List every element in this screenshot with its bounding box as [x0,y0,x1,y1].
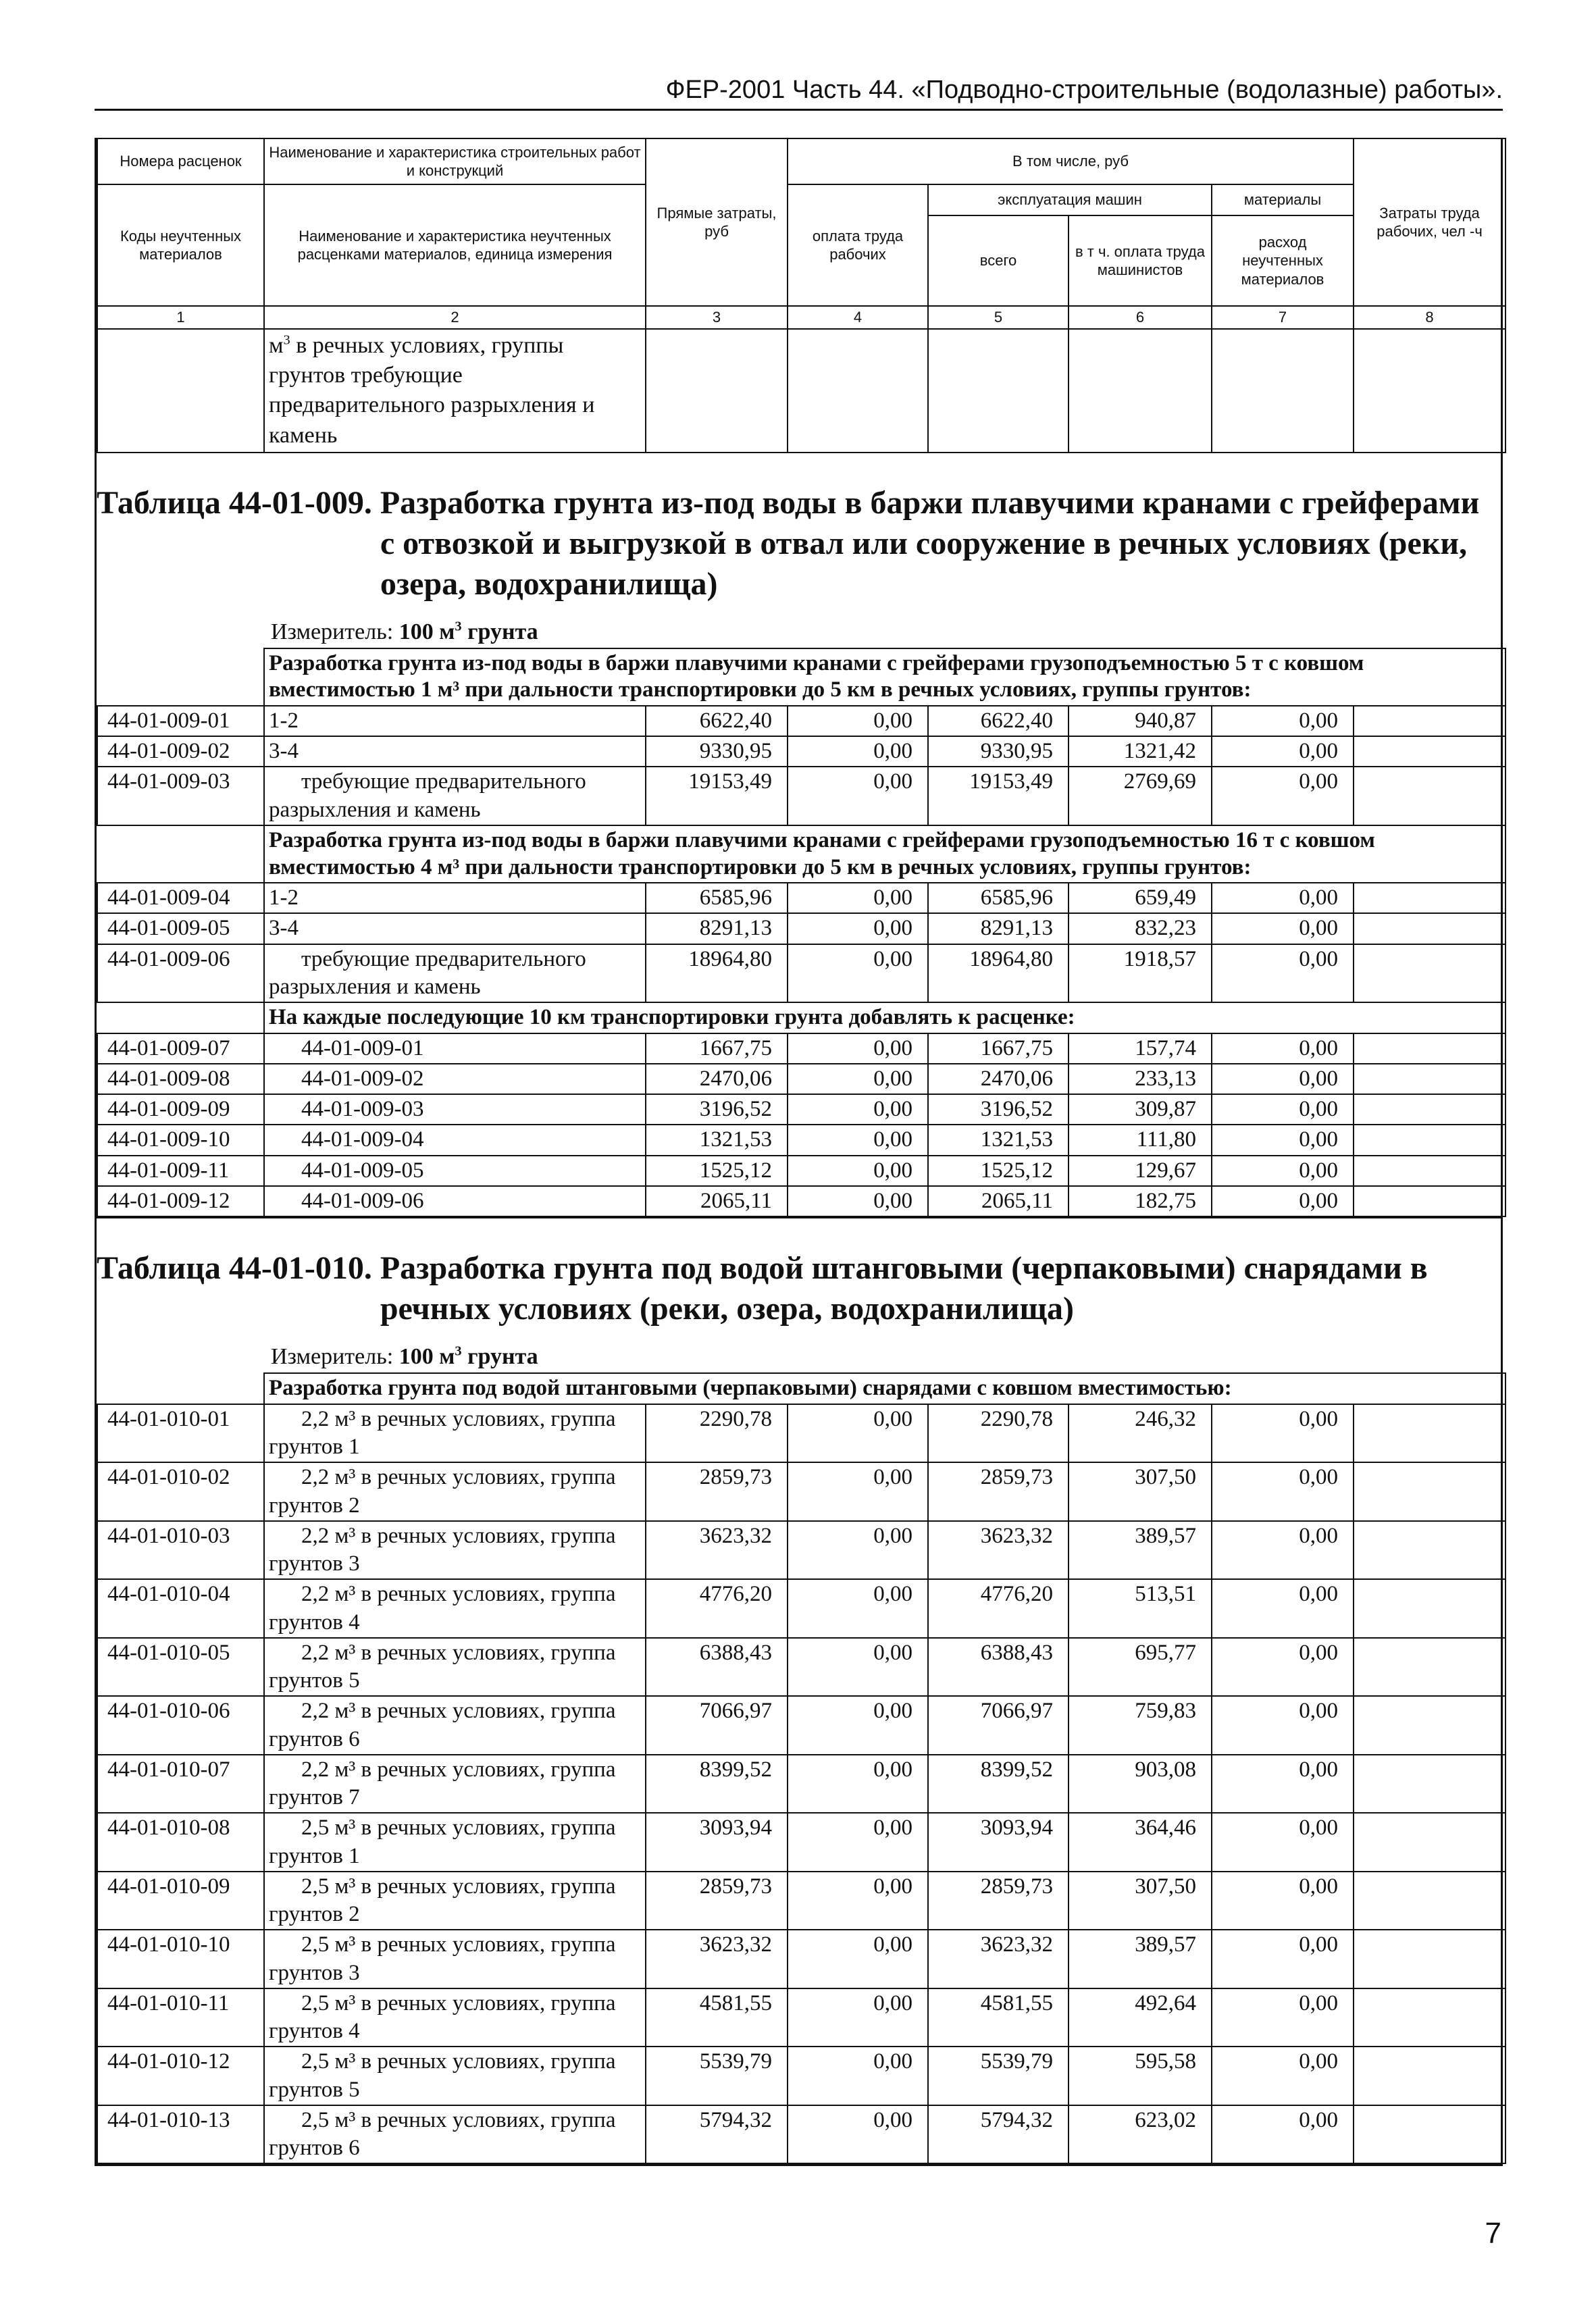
materials: 0,00 [1212,2047,1354,2105]
direct-costs: 3196,52 [646,1094,788,1125]
machines-total: 2859,73 [928,1462,1069,1521]
wages: 0,00 [788,883,928,913]
rate-code: 44-01-009-03 [97,767,264,825]
header-machines-total: всего [928,215,1069,306]
machinist-wages: 903,08 [1069,1755,1212,1814]
header-direct-costs: Прямые затраты, руб [646,138,788,306]
direct-costs: 2859,73 [646,1872,788,1930]
table-row [97,1404,1505,1463]
labor-costs [1354,2047,1505,2105]
rate-code: 44-01-010-01 [97,1404,264,1463]
group-heading-row [97,648,1505,706]
header-work-name: Наименование и характеристика строительных работ и конструкций [264,138,646,184]
materials: 0,00 [1212,1125,1354,1155]
labor-costs [1354,1638,1505,1697]
direct-costs: 3623,32 [646,1930,788,1988]
machinist-wages: 2769,69 [1069,767,1212,825]
direct-costs: 4776,20 [646,1579,788,1638]
work-name: требующие предварительного разрыхления и камень [264,944,646,1003]
machines-total: 6622,40 [928,706,1069,736]
wages: 0,00 [788,913,928,944]
rate-code: 44-01-009-06 [97,944,264,1003]
header-material-use: расход неучтенных материалов [1212,215,1354,306]
machines-total: 8291,13 [928,913,1069,944]
materials: 0,00 [1212,1156,1354,1186]
header-including: В том числе, руб [788,138,1354,184]
table-row [97,706,1505,736]
rate-code: 44-01-009-08 [97,1064,264,1094]
direct-costs: 2290,78 [646,1404,788,1463]
work-name: 2,2 м³ в речных условиях, группа грунтов 5 [264,1638,646,1697]
wages: 0,00 [788,706,928,736]
table-row [97,1156,1505,1186]
work-name: 2,5 м³ в речных условиях, группа грунтов 1 [264,1813,646,1872]
wages: 0,00 [788,1033,928,1064]
machinist-wages: 695,77 [1069,1638,1212,1697]
direct-costs: 6585,96 [646,883,788,913]
direct-costs: 2065,11 [646,1186,788,1216]
rate-code: 44-01-009-09 [97,1094,264,1125]
direct-costs: 6622,40 [646,706,788,736]
materials: 0,00 [1212,913,1354,944]
page-header: ФЕР-2001 Часть 44. «Подводно-строительные (водолазные) работы». [95,76,1503,111]
col-number: 7 [1212,306,1354,329]
wages: 0,00 [788,2105,928,2164]
rate-code: 44-01-009-04 [97,883,264,913]
machinist-wages: 307,50 [1069,1872,1212,1930]
wages: 0,00 [788,1755,928,1814]
rate-code: 44-01-010-10 [97,1930,264,1988]
rate-code: 44-01-010-08 [97,1813,264,1872]
section-title [97,1248,1501,1329]
labor-costs [1354,913,1505,944]
labor-costs [1354,883,1505,913]
table-row [97,1064,1505,1094]
work-name: 44-01-009-03 [264,1094,646,1125]
meter: Измеритель: 100 $м^3$ грунта [271,619,538,644]
labor-costs [1354,1404,1505,1463]
labor-costs [1354,1186,1505,1216]
labor-costs [1354,1033,1505,1064]
direct-costs: 4581,55 [646,1988,788,2047]
col-number: 1 [97,306,264,329]
machines-total: 6388,43 [928,1638,1069,1697]
work-name: 44-01-009-02 [264,1064,646,1094]
machines-total: 7066,97 [928,1696,1069,1755]
table-row [97,913,1505,944]
table-44-01-009-section [97,483,1501,1217]
wages: 0,00 [788,1638,928,1697]
wages: 0,00 [788,736,928,767]
work-name: 1-2 [264,706,646,736]
table-title: Разработка грунта под водой штанговыми (черпаковыми) снарядами в речных условиях (реки, озера, водохранилища) [380,1250,1428,1327]
machinist-wages: 389,57 [1069,1521,1212,1580]
wages: 0,00 [788,1988,928,2047]
machines-total: 19153,49 [928,767,1069,825]
work-name: 2,5 м³ в речных условиях, группа грунтов 2 [264,1872,646,1930]
direct-costs: 1667,75 [646,1033,788,1064]
work-name: 1-2 [264,883,646,913]
rate-code: 44-01-010-02 [97,1462,264,1521]
work-name: 3-4 [264,913,646,944]
wages: 0,00 [788,2047,928,2105]
table-row [97,767,1505,825]
group-heading: Разработка грунта под водой штанговыми (черпаковыми) снарядами с ковшом вместимостью: [264,1373,1505,1404]
materials: 0,00 [1212,1638,1354,1697]
col-number: 5 [928,306,1069,329]
table-row [97,883,1505,913]
table-row [97,1755,1505,1814]
rate-code: 44-01-010-03 [97,1521,264,1580]
col-number: 4 [788,306,928,329]
rate-code: 44-01-009-07 [97,1033,264,1064]
table-row [97,1579,1505,1638]
machines-total: 3093,94 [928,1813,1069,1872]
rate-code: 44-01-009-05 [97,913,264,944]
table-row [97,1033,1505,1064]
group-heading: Разработка грунта из-под воды в баржи плавучими кранами с грейферами грузоподъемностью 16 т с ковшом вместимостью 4 м³ при дальности транспортировки до 5 км в речных условиях, группы грунтов: [264,825,1505,883]
machines-total: 6585,96 [928,883,1069,913]
machines-total: 1525,12 [928,1156,1069,1186]
labor-costs [1354,1064,1505,1094]
meter: Измеритель: 100 $м^3$ грунта [271,1343,538,1370]
table-row [97,1125,1505,1155]
materials: 0,00 [1212,1813,1354,1872]
column-header-table [97,138,1506,453]
table-row [97,1930,1505,1988]
materials: 0,00 [1212,1521,1354,1580]
labor-costs [1354,706,1505,736]
machines-total: 3196,52 [928,1094,1069,1125]
table-row [97,1872,1505,1930]
document-body [95,138,1503,2166]
machines-total: 4581,55 [928,1988,1069,2047]
header-material-name: Наименование и характеристика неучтенных расценками материалов, единица измерения [264,184,646,306]
rate-code: 44-01-010-05 [97,1638,264,1697]
rate-code: 44-01-009-11 [97,1156,264,1186]
wages: 0,00 [788,1813,928,1872]
group-heading: Разработка грунта из-под воды в баржи плавучими кранами с грейферами грузоподъемностью 5 т с ковшом вместимостью 1 м³ при дальности транспортировки до 5 км в речных условиях, группы грунтов: [264,648,1505,706]
labor-costs [1354,944,1505,1003]
header-materials: материалы [1212,184,1354,215]
table-code: Таблица 44-01-009. [97,484,372,521]
header-wages: оплата труда рабочих [788,184,928,306]
machinist-wages: 513,51 [1069,1579,1212,1638]
rate-code: 44-01-010-12 [97,2047,264,2105]
wages: 0,00 [788,1094,928,1125]
direct-costs: 5539,79 [646,2047,788,2105]
labor-costs [1354,2105,1505,2164]
direct-costs: 2859,73 [646,1462,788,1521]
machinist-wages: 659,49 [1069,883,1212,913]
materials: 0,00 [1212,1404,1354,1463]
materials: 0,00 [1212,1988,1354,2047]
rate-code: 44-01-010-11 [97,1988,264,2047]
work-name: 2,2 м³ в речных условиях, группа грунтов 4 [264,1579,646,1638]
work-name: 2,2 м³ в речных условиях, группа грунтов 1 [264,1404,646,1463]
work-name: 44-01-009-06 [264,1186,646,1216]
page-number: 7 [1485,2217,1501,2250]
machinist-wages: 623,02 [1069,2105,1212,2164]
wages: 0,00 [788,1872,928,1930]
direct-costs: 2470,06 [646,1064,788,1094]
direct-costs: 8399,52 [646,1755,788,1814]
direct-costs: 1525,12 [646,1156,788,1186]
work-name: 2,5 м³ в речных условиях, группа грунтов 5 [264,2047,646,2105]
materials: 0,00 [1212,1872,1354,1930]
direct-costs: 9330,95 [646,736,788,767]
machines-total: 3623,32 [928,1930,1069,1988]
rate-code: 44-01-009-02 [97,736,264,767]
table-row [97,1696,1505,1755]
table-row [97,2047,1505,2105]
header-rate-numbers: Номера расценок [97,138,264,184]
table-row [97,1186,1505,1216]
direct-costs: 7066,97 [646,1696,788,1755]
rate-code: 44-01-010-07 [97,1755,264,1814]
rate-code: 44-01-009-12 [97,1186,264,1216]
labor-costs [1354,736,1505,767]
machines-total: 3623,32 [928,1521,1069,1580]
wages: 0,00 [788,944,928,1003]
group-heading-row [97,1002,1505,1033]
machines-total: 2470,06 [928,1064,1069,1094]
labor-costs [1354,767,1505,825]
materials: 0,00 [1212,944,1354,1003]
machinist-wages: 182,75 [1069,1186,1212,1216]
machines-total: 5794,32 [928,2105,1069,2164]
table-row [97,944,1505,1003]
machinist-wages: 759,83 [1069,1696,1212,1755]
rate-code: 44-01-010-04 [97,1579,264,1638]
machines-total: 8399,52 [928,1755,1069,1814]
wages: 0,00 [788,1462,928,1521]
labor-costs [1354,1462,1505,1521]
machinist-wages: 389,57 [1069,1930,1212,1988]
header-labor-costs: Затраты труда рабочих, чел -ч [1354,138,1505,306]
materials: 0,00 [1212,736,1354,767]
wages: 0,00 [788,1696,928,1755]
rate-code: 44-01-010-09 [97,1872,264,1930]
wages: 0,00 [788,1579,928,1638]
table-code: Таблица 44-01-010. [97,1250,372,1287]
direct-costs: 18964,80 [646,944,788,1003]
work-name: 2,5 м³ в речных условиях, группа грунтов 3 [264,1930,646,1988]
machinist-wages: 492,64 [1069,1988,1212,2047]
materials: 0,00 [1212,1462,1354,1521]
rate-code: 44-01-009-01 [97,706,264,736]
wages: 0,00 [788,767,928,825]
machinist-wages: 364,46 [1069,1813,1212,1872]
table-44-01-010-section [97,1217,1501,2164]
rates-table-009 [97,648,1506,1217]
materials: 0,00 [1212,706,1354,736]
labor-costs [1354,1579,1505,1638]
group-heading: На каждые последующие 10 км транспортировки грунта добавлять к расценке: [264,1002,1505,1033]
labor-costs [1354,1988,1505,2047]
work-name: 2,5 м³ в речных условиях, группа грунтов 6 [264,2105,646,2164]
labor-costs [1354,1755,1505,1814]
section-title [97,483,1501,605]
work-name: требующие предварительного разрыхления и камень [264,767,646,825]
machinist-wages: 111,80 [1069,1125,1212,1155]
machinist-wages: 832,23 [1069,913,1212,944]
wages: 0,00 [788,1156,928,1186]
continuation-text: $м^3$ в речных условиях, группы грунтов требующие предварительного разрыхления и камень [264,329,646,453]
machinist-wages: 1918,57 [1069,944,1212,1003]
work-name: 44-01-009-05 [264,1156,646,1186]
direct-costs: 1321,53 [646,1125,788,1155]
col-number: 2 [264,306,646,329]
wages: 0,00 [788,1521,928,1580]
rate-code: 44-01-010-06 [97,1696,264,1755]
wages: 0,00 [788,1404,928,1463]
work-name: 2,5 м³ в речных условиях, группа грунтов 4 [264,1988,646,2047]
machinist-wages: 157,74 [1069,1033,1212,1064]
materials: 0,00 [1212,1186,1354,1216]
header-machines: эксплуатация машин [928,184,1212,215]
machinist-wages: 233,13 [1069,1064,1212,1094]
wages: 0,00 [788,1930,928,1988]
table-row [97,1462,1505,1521]
labor-costs [1354,1156,1505,1186]
machinist-wages: 246,32 [1069,1404,1212,1463]
work-name: 44-01-009-04 [264,1125,646,1155]
machinist-wages: 129,67 [1069,1156,1212,1186]
direct-costs: 3623,32 [646,1521,788,1580]
direct-costs: 3093,94 [646,1813,788,1872]
wages: 0,00 [788,1125,928,1155]
materials: 0,00 [1212,1033,1354,1064]
table-row [97,2105,1505,2164]
col-number: 8 [1354,306,1505,329]
machinist-wages: 1321,42 [1069,736,1212,767]
machines-total: 9330,95 [928,736,1069,767]
col-number: 6 [1069,306,1212,329]
labor-costs [1354,1930,1505,1988]
labor-costs [1354,1813,1505,1872]
labor-costs [1354,1872,1505,1930]
machines-total: 4776,20 [928,1579,1069,1638]
machinist-wages: 309,87 [1069,1094,1212,1125]
direct-costs: 19153,49 [646,767,788,825]
machines-total: 1667,75 [928,1033,1069,1064]
materials: 0,00 [1212,1579,1354,1638]
materials: 0,00 [1212,767,1354,825]
work-name: 3-4 [264,736,646,767]
materials: 0,00 [1212,1696,1354,1755]
machines-total: 2065,11 [928,1186,1069,1216]
group-heading-row [97,825,1505,883]
materials: 0,00 [1212,1930,1354,1988]
machines-total: 1321,53 [928,1125,1069,1155]
header-machinist-wages: в т ч. оплата труда машинистов [1069,215,1212,306]
materials: 0,00 [1212,1094,1354,1125]
rate-code: 44-01-010-13 [97,2105,264,2164]
table-row [97,736,1505,767]
rates-table-010 [97,1372,1506,2164]
work-name: 44-01-009-01 [264,1033,646,1064]
table-row [97,1988,1505,2047]
direct-costs: 6388,43 [646,1638,788,1697]
machines-total: 2290,78 [928,1404,1069,1463]
direct-costs: 8291,13 [646,913,788,944]
direct-costs: 5794,32 [646,2105,788,2164]
table-row [97,1638,1505,1697]
machinist-wages: 940,87 [1069,706,1212,736]
labor-costs [1354,1696,1505,1755]
materials: 0,00 [1212,1064,1354,1094]
wages: 0,00 [788,1064,928,1094]
machinist-wages: 307,50 [1069,1462,1212,1521]
table-row [97,1813,1505,1872]
materials: 0,00 [1212,2105,1354,2164]
machines-total: 18964,80 [928,944,1069,1003]
work-name: 2,2 м³ в речных условиях, группа грунтов 6 [264,1696,646,1755]
materials: 0,00 [1212,883,1354,913]
machinist-wages: 595,58 [1069,2047,1212,2105]
machines-total: 2859,73 [928,1872,1069,1930]
labor-costs [1354,1521,1505,1580]
machines-total: 5539,79 [928,2047,1069,2105]
table-row [97,1521,1505,1580]
work-name: 2,2 м³ в речных условиях, группа грунтов 2 [264,1462,646,1521]
wages: 0,00 [788,1186,928,1216]
work-name: 2,2 м³ в речных условиях, группа грунтов 3 [264,1521,646,1580]
group-heading-row [97,1373,1505,1404]
col-number: 3 [646,306,788,329]
header-material-codes: Коды неучтенных материалов [97,184,264,306]
labor-costs [1354,1094,1505,1125]
table-title: Разработка грунта из-под воды в баржи плавучими кранами с грейферами с отвозкой и выгрузкой в отвал или сооружение в речных условиях (реки, озера, водохранилища) [380,484,1480,602]
work-name: 2,2 м³ в речных условиях, группа грунтов 7 [264,1755,646,1814]
rate-code: 44-01-009-10 [97,1125,264,1155]
labor-costs [1354,1125,1505,1155]
materials: 0,00 [1212,1755,1354,1814]
table-row [97,1094,1505,1125]
